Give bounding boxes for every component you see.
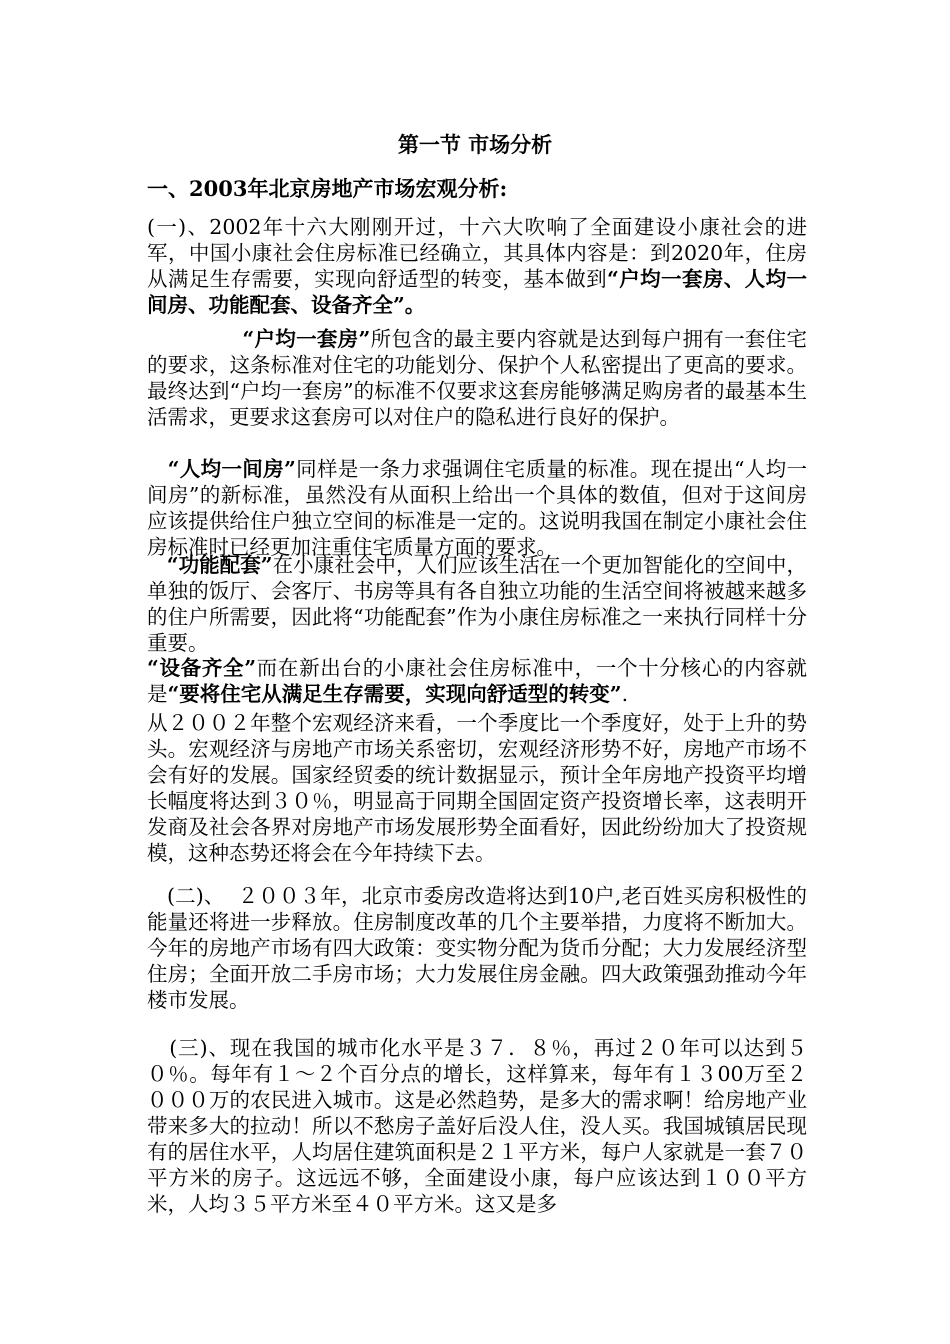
- paragraph-7: (二)、 ２００３年，北京市委房改造将达到10户,老百姓买房积极性的能量还将进一步释放。住房制度改革的几个主要举措，力度将不断加大。今年的房地产市场有四大政策：变实物分配为货币分配；大力发展经济型住房；全面开放二手房市场；大力发展住房金融。四大政策强劲推动今年楼市发展。: [147, 884, 807, 1012]
- paragraph-4-bold: “功能配套”: [166, 553, 273, 577]
- paragraph-3-indent: [147, 457, 168, 481]
- paragraph-4: [147, 552, 807, 656]
- paragraph-5-bold-2: “要将住宅从满足生存需要，实现向舒适型的转变”: [167, 682, 622, 706]
- paragraph-1-text: (一)、2002年十六大刚刚开过，十六大吹响了全面建设小康社会的进军，中国小康社会住房标准已经确立，其具体内容是：到2020年，住房从满足生存需要，实现向舒适型的转变，基本做到: [147, 215, 807, 291]
- section-heading: 一、2003年北京房地产市场宏观分析:: [147, 176, 508, 201]
- paragraph-2-text: 所包含的最主要内容就是达到每户拥有一套住宅的要求，这条标准对住宅的功能划分、保护个人私密提出了更高的要求。最终达到“户均一套房”的标准不仅要求这套房能够满足购房者的最基本生活需求，更要求这套房可以对住户的隐私进行良好的保护。: [147, 327, 807, 429]
- paragraph-3-bold: “人均一间房”: [167, 457, 296, 481]
- paragraph-2-indent: [147, 327, 242, 351]
- paragraph-3: [147, 456, 807, 560]
- paragraph-2-bold: “户均一套房”: [242, 327, 371, 351]
- paragraph-4-text: 在小康社会中，人们应该生活在一个更加智能化的空间中，单独的饭厅、会客厅、书房等具有各自独立功能的生活空间将被越来越多的住户所需要，因此将“功能配套”作为小康住房标准之一来执行同样十分重要。: [147, 553, 807, 655]
- paragraph-6: 从２００２年整个宏观经济来看，一个季度比一个季度好，处于上升的势头。宏观经济与房地产市场关系密切，宏观经济形势不好，房地产市场不会有好的发展。国家经贸委的统计数据显示，预计全年房地产投资平均增长幅度将达到３０％，明显高于同期全国固定资产投资增长率，这表明开发商及社会各界对房地产市场发展形势全面看好，因此纷纷加大了投资规模，这种态势还将会在今年持续下去。: [147, 711, 807, 865]
- paragraph-5: [147, 655, 807, 707]
- paragraph-5-text-2: .: [621, 682, 629, 706]
- paragraph-1-bold: “户均一套房、人均一间房、功能配套、设备齐全”。: [147, 267, 807, 317]
- section-title: 第一节 市场分析: [397, 132, 553, 157]
- paragraph-8: (三)、现在我国的城市化水平是３７．８％，再过２０年可以达到５０％。每年有１～２个百分点的增长，这样算来，每年有１３00万至２０００万的农民进入城市。这是必然趋势，是多大的需求啊！给房地产业带来多大的拉动！所以不愁房子盖好后没人住，没人买。我国城镇居民现有的居住水平，人均居住建筑面积是２１平方米，每户人家就是一套７０平方米的房子。这远远不够，全面建设小康，每户应该达到１００平方米，人均３５平方米至４０平方米。这又是多: [147, 1036, 807, 1216]
- paragraph-3-text: 同样是一条力求强调住宅质量的标准。现在提出“人均一间房”的新标准，虽然没有从面积上给出一个具体的数值，但对于这间房应该提供给住户独立空间的标准是一定的。这说明我国在制定小康社会住房标准时已经更加注重住宅质量方面的要求。: [147, 457, 807, 559]
- paragraph-5-bold-1: “设备齐全”: [147, 656, 257, 680]
- paragraph-5-text-1: 而在新出台的小康社会住房标准中，一个十分核心的内容就是: [147, 656, 807, 706]
- paragraph-2: [147, 326, 807, 430]
- paragraph-4-indent: [147, 553, 167, 577]
- paragraph-1: [147, 214, 807, 318]
